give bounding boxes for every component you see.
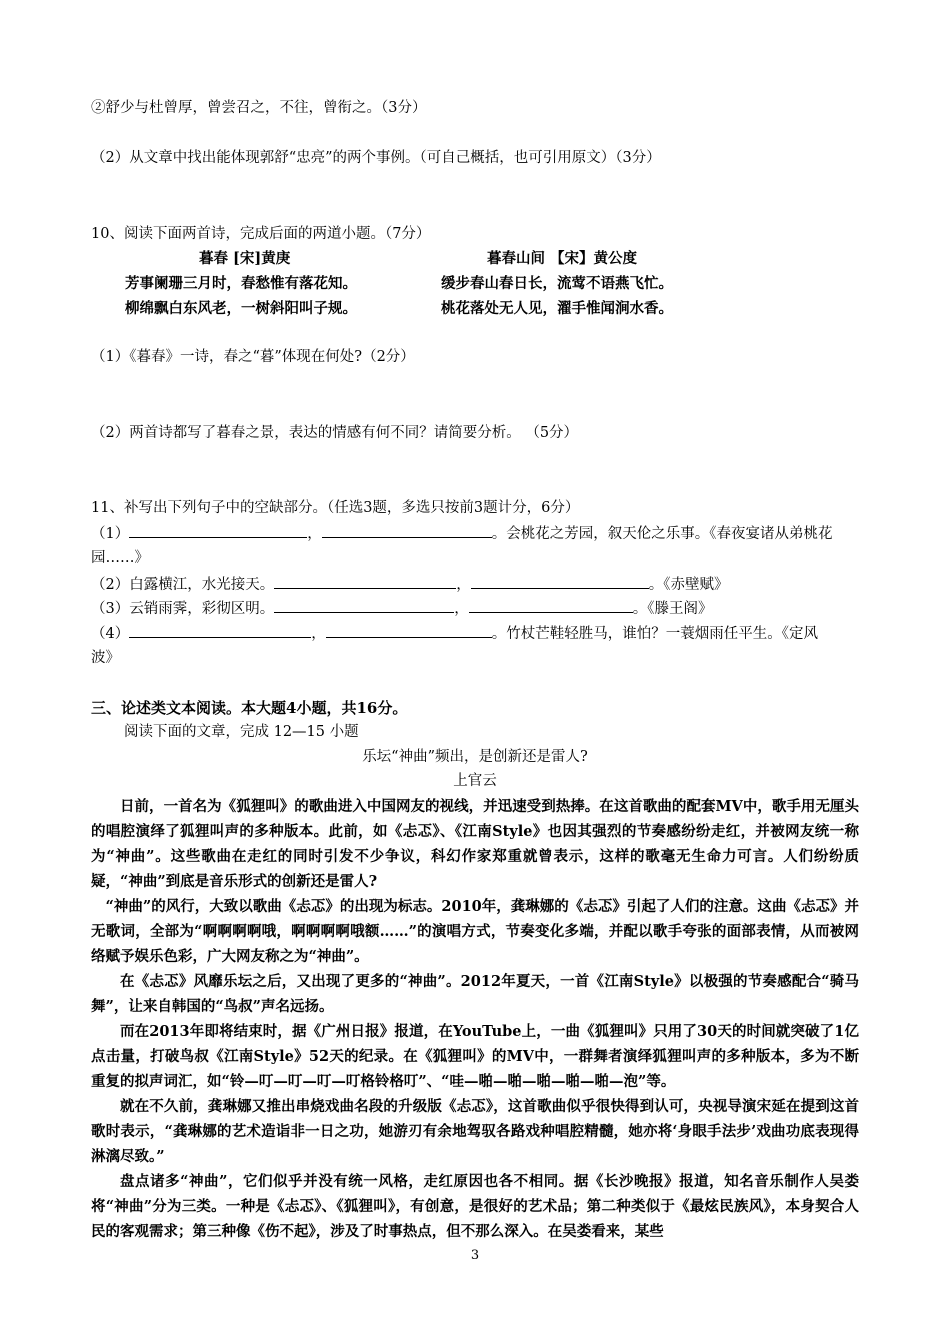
article-paragraph: 盘点诸多“神曲”，它们似乎并没有统一风格，走红原因也各不相同。据《长沙晚报》报道，知名音乐制作人吴娄将“神曲”分为三类。一种是《忐忑》、《狐狸叫》，有创意，是很好的艺术品；第二种类似于《最炫民族风》，本身契合人民的客观需求；第三种像《伤不起》，涉及了时事热点，但不那么深入。在吴娄看来，某些 xyxy=(91,1173,859,1240)
answer-blank-3b[interactable] xyxy=(469,598,633,613)
q10-prompt: 10、阅读下面两首诗，完成后面的两道小题。（7分） xyxy=(91,226,431,242)
q11-item-1-cont: 园……》 xyxy=(91,550,149,566)
poem1-line-2: 柳绵飘白东风老，一树斜阳叫子规。 xyxy=(125,300,357,317)
q11-item-3-tail: 。《滕王阁》 xyxy=(632,601,713,617)
answer-blank-2a[interactable] xyxy=(274,574,456,589)
answer-blank-4a[interactable] xyxy=(129,623,311,638)
answer-blank-1b[interactable] xyxy=(322,523,492,538)
q10-sub1: （1）《暮春》一诗，春之“暮”体现在何处?（2分） xyxy=(91,349,415,365)
poem1-line-1: 芳事阑珊三月时，春愁惟有落花知。 xyxy=(125,275,357,292)
article-paragraph: 在《忐忑》风靡乐坛之后，又出现了更多的“神曲”。2012年夏天，一首《江南Style》以极强的节奏感配合“骑马舞”，让来自韩国的“鸟叔”声名远扬。 xyxy=(91,973,859,1015)
q11-item-4 xyxy=(91,623,818,644)
article-paragraph: 就在不久前，龚琳娜又推出串烧戏曲名段的升级版《忐忑》，这首歌曲似乎很快得到认可，央视导演宋延在提到这首歌时表示，“龚琳娜的艺术造诣非一日之功，她游刃有余地驾驭各路戏种唱腔精髓，她亦将‘身眼手法步’戏曲功底表现得淋漓尽致。” xyxy=(91,1098,859,1165)
article-title: 乐坛“神曲”频出，是创新还是雷人? xyxy=(362,749,588,765)
answer-blank-3a[interactable] xyxy=(274,598,454,613)
section3-heading: 三、论述类文本阅读。本大题4小题，共16分。 xyxy=(91,699,408,717)
article-author: 上官云 xyxy=(453,773,497,789)
comma: ， xyxy=(307,526,322,542)
q11-prompt: 11、补写出下列句子中的空缺部分。（任选3题，多选只按前3题计分，6分） xyxy=(91,500,580,516)
q11-item-1 xyxy=(91,523,832,544)
q11-item-4-tail: 。竹杖芒鞋轻胜马，谁怕？一蓑烟雨任平生。《定风 xyxy=(491,626,818,642)
answer-blank-1a[interactable] xyxy=(129,523,307,538)
q11-item-3-label: （3）云销雨霁，彩彻区明。 xyxy=(91,601,275,617)
q10-sub2: （2）两首诗都写了暮春之景，表达的情感有何不同？请简要分析。 （5分） xyxy=(91,425,579,441)
article-paragraph: “神曲”的风行，大致以歌曲《忐忑》的出现为标志。2010年，龚琳娜的《忐忑》引起了人们的注意。这曲《忐忑》并无歌词，全部为“啊啊啊啊哦，啊啊啊啊哦额……”的演唱方式，节奏变化多端，并配以歌手夸张的面部表情，从而被网络赋予娱乐色彩，广大网友称之为“神曲”。 xyxy=(91,898,859,965)
poem2-title: 暮春山间 【宋】黄公度 xyxy=(487,250,638,267)
article-paragraph: 而在2013年即将结束时，据《广州日报》报道，在YouTube上，一曲《狐狸叫》只用了30天的时间就突破了1亿点击量，打破鸟叔《江南Style》52天的纪录。在《狐狸叫》的MV中，一群舞者演绎狐狸叫声的多种版本，多为不断重复的拟声词汇，如“铃—叮—叮—叮—叮格铃格叮”、“哇—啪—啪—啪—啪—啪—泡”等。 xyxy=(91,1023,859,1090)
q11-item-3 xyxy=(91,598,712,619)
answer-blank-2b[interactable] xyxy=(471,574,649,589)
answer-blank-4b[interactable] xyxy=(326,623,492,638)
q11-item-2-label: （2）白露横江，水光接天。 xyxy=(91,577,275,593)
comma: ， xyxy=(454,601,469,617)
poem2-line-1: 缓步春山春日长，流莺不语燕飞忙。 xyxy=(441,275,673,292)
q11-item-2 xyxy=(91,574,728,595)
poem1-title: 暮春 [宋]黄庚 xyxy=(199,250,291,267)
page-number: 3 xyxy=(470,1248,480,1263)
q11-item-2-tail: 。《赤壁赋》 xyxy=(648,577,729,593)
q11-item-4-label: （4） xyxy=(91,626,130,642)
article-body xyxy=(91,794,859,1244)
section3-instruction: 阅读下面的文章，完成 12—15 小题 xyxy=(124,724,359,740)
comma: ， xyxy=(311,626,326,642)
comma: ， xyxy=(456,577,471,593)
q11-item-1-tail: 。会桃花之芳园，叙天伦之乐事。《春夜宴诸从弟桃花 xyxy=(491,526,833,542)
q11-item-4-cont: 波》 xyxy=(91,650,120,666)
poem2-line-2: 桃花落处无人见，濯手惟闻涧水香。 xyxy=(441,300,673,317)
q9-line-2: ②舒少与杜曾厚，曾尝召之，不往，曾衔之。（3分） xyxy=(91,100,427,116)
article-paragraph: 日前，一首名为《狐狸叫》的歌曲进入中国网友的视线，并迅速受到热捧。在这首歌曲的配套MV中，歌手用无厘头的唱腔演绎了狐狸叫声的多种版本。此前，如《忐忑》、《江南Style》也因其强烈的节奏感纷纷走红，并被网友统一称为“神曲”。这些歌曲在走红的同时引发不少争议，科幻作家郑重就曾表示，这样的歌毫无生命力可言。人们纷纷质疑，“神曲”到底是音乐形式的创新还是雷人? xyxy=(91,798,859,890)
q9-sub2: （2）从文章中找出能体现郭舒“忠亮”的两个事例。（可自己概括，也可引用原文）（3分） xyxy=(91,150,661,166)
q11-item-1-label: （1） xyxy=(91,526,130,542)
